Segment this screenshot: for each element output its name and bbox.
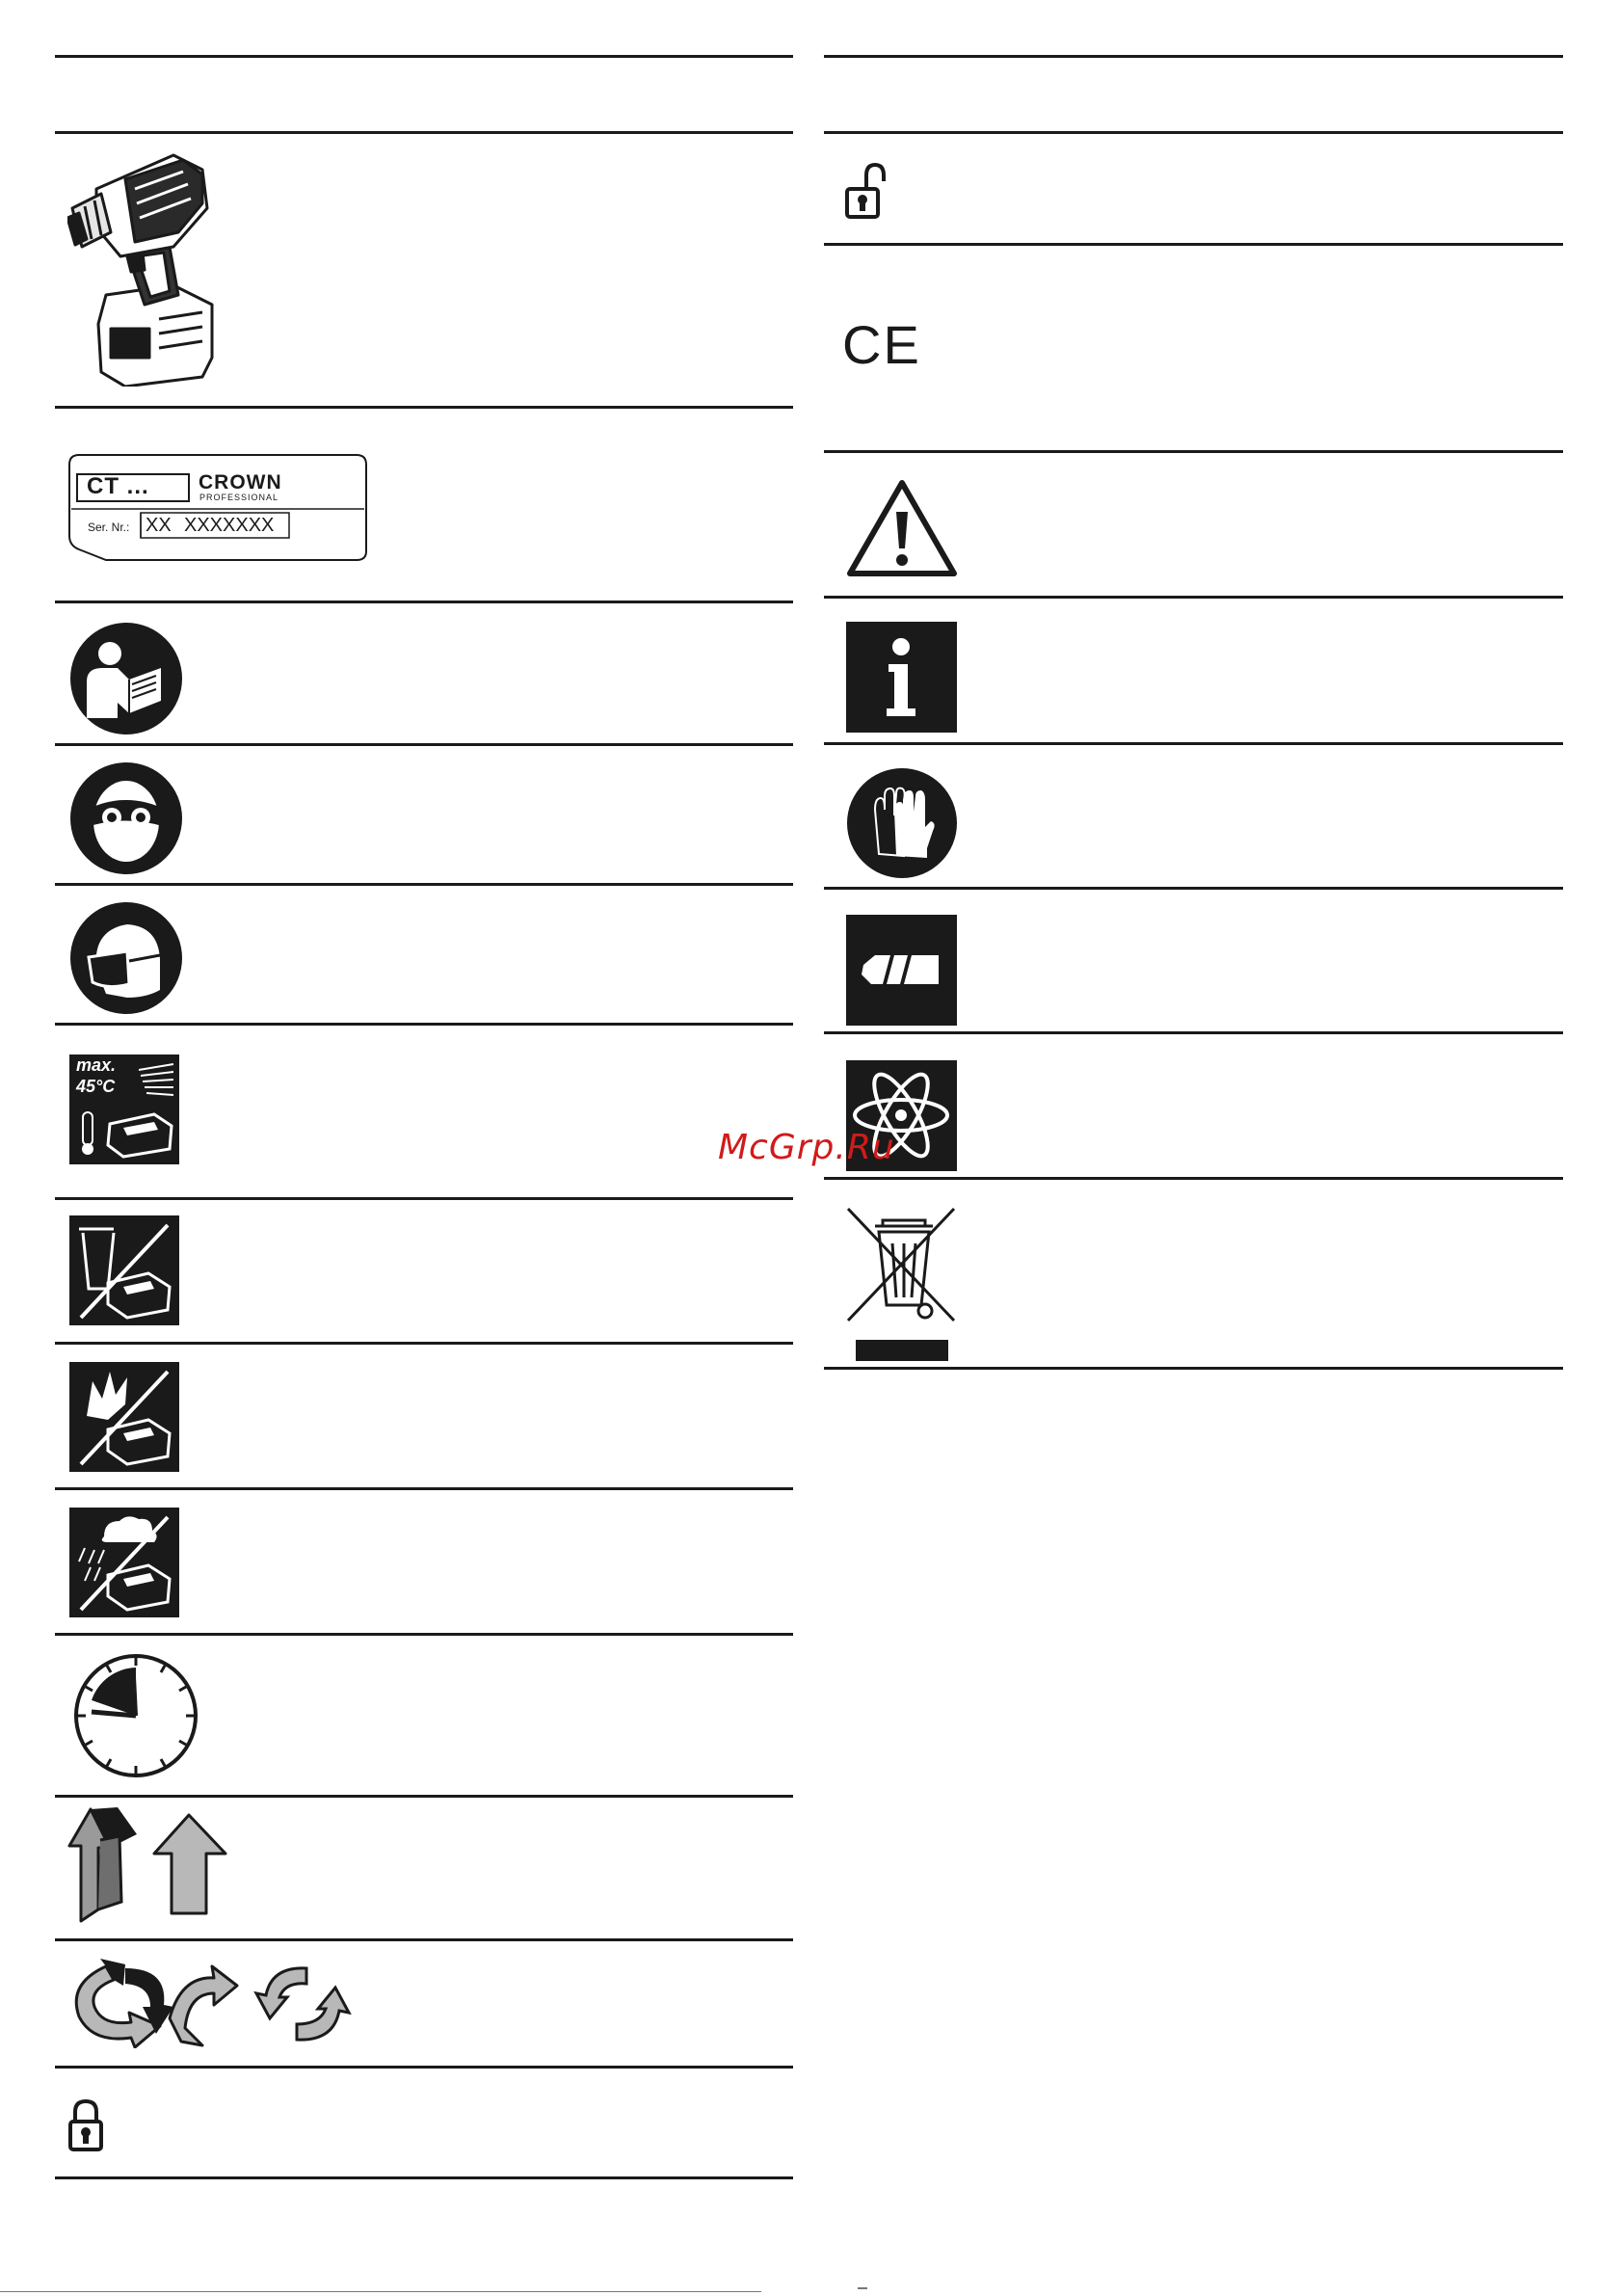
rotation-arrows-icon — [67, 1957, 366, 2048]
divider — [55, 55, 793, 58]
no-battery-fire-icon — [69, 1362, 179, 1472]
dust-mask-icon — [69, 901, 183, 1015]
weee-bin-icon — [844, 1205, 960, 1365]
watermark: McGrp.Ru — [718, 1128, 895, 1167]
divider — [824, 243, 1563, 246]
divider — [55, 1633, 793, 1636]
divider — [824, 1367, 1563, 1370]
divider — [55, 1487, 793, 1490]
padlock-open-icon — [845, 162, 886, 220]
divider — [824, 596, 1563, 599]
divider — [55, 1197, 793, 1200]
divider — [824, 887, 1563, 890]
divider — [55, 2176, 793, 2179]
divider — [55, 1342, 793, 1345]
padlock-closed-icon — [67, 2098, 104, 2152]
divider — [55, 1023, 793, 1026]
divider — [824, 450, 1563, 453]
divider — [824, 1031, 1563, 1034]
temp-line2: 45°C — [76, 1077, 116, 1096]
divider — [55, 1938, 793, 1941]
warning-triangle-icon — [846, 479, 958, 577]
clock-icon — [72, 1652, 199, 1779]
footer-line — [0, 2291, 761, 2292]
divider — [824, 742, 1563, 745]
serial-label: Ser. Nr.: — [88, 521, 130, 534]
model-field: CT ... — [87, 473, 149, 499]
protective-gloves-icon — [846, 767, 958, 879]
no-battery-trash-icon — [69, 1215, 179, 1325]
footer-mark — [858, 2287, 867, 2289]
divider — [55, 1795, 793, 1798]
divider — [824, 1177, 1563, 1180]
divider — [824, 55, 1563, 58]
serial-prefix: XX — [146, 515, 172, 536]
divider — [55, 601, 793, 603]
divider — [55, 883, 793, 886]
battery-level-icon — [846, 915, 957, 1026]
divider — [55, 2066, 793, 2069]
info-icon — [846, 622, 957, 733]
no-battery-rain-icon — [69, 1508, 179, 1617]
rating-plate — [67, 453, 368, 562]
cordless-drill-image — [67, 150, 222, 387]
upward-arrows-icon — [67, 1807, 231, 1925]
safety-goggles-icon — [69, 761, 183, 875]
serial-value: XXXXXXX — [184, 515, 275, 536]
divider — [55, 406, 793, 409]
temp-line1: max. — [76, 1055, 117, 1075]
book-reader-icon — [69, 622, 183, 735]
ce-mark: CE — [842, 314, 921, 375]
divider — [55, 743, 793, 746]
brand-logo: CROWN — [199, 471, 282, 494]
brand-sub: PROFESSIONAL — [199, 493, 279, 502]
divider — [55, 131, 793, 134]
divider — [824, 131, 1563, 134]
